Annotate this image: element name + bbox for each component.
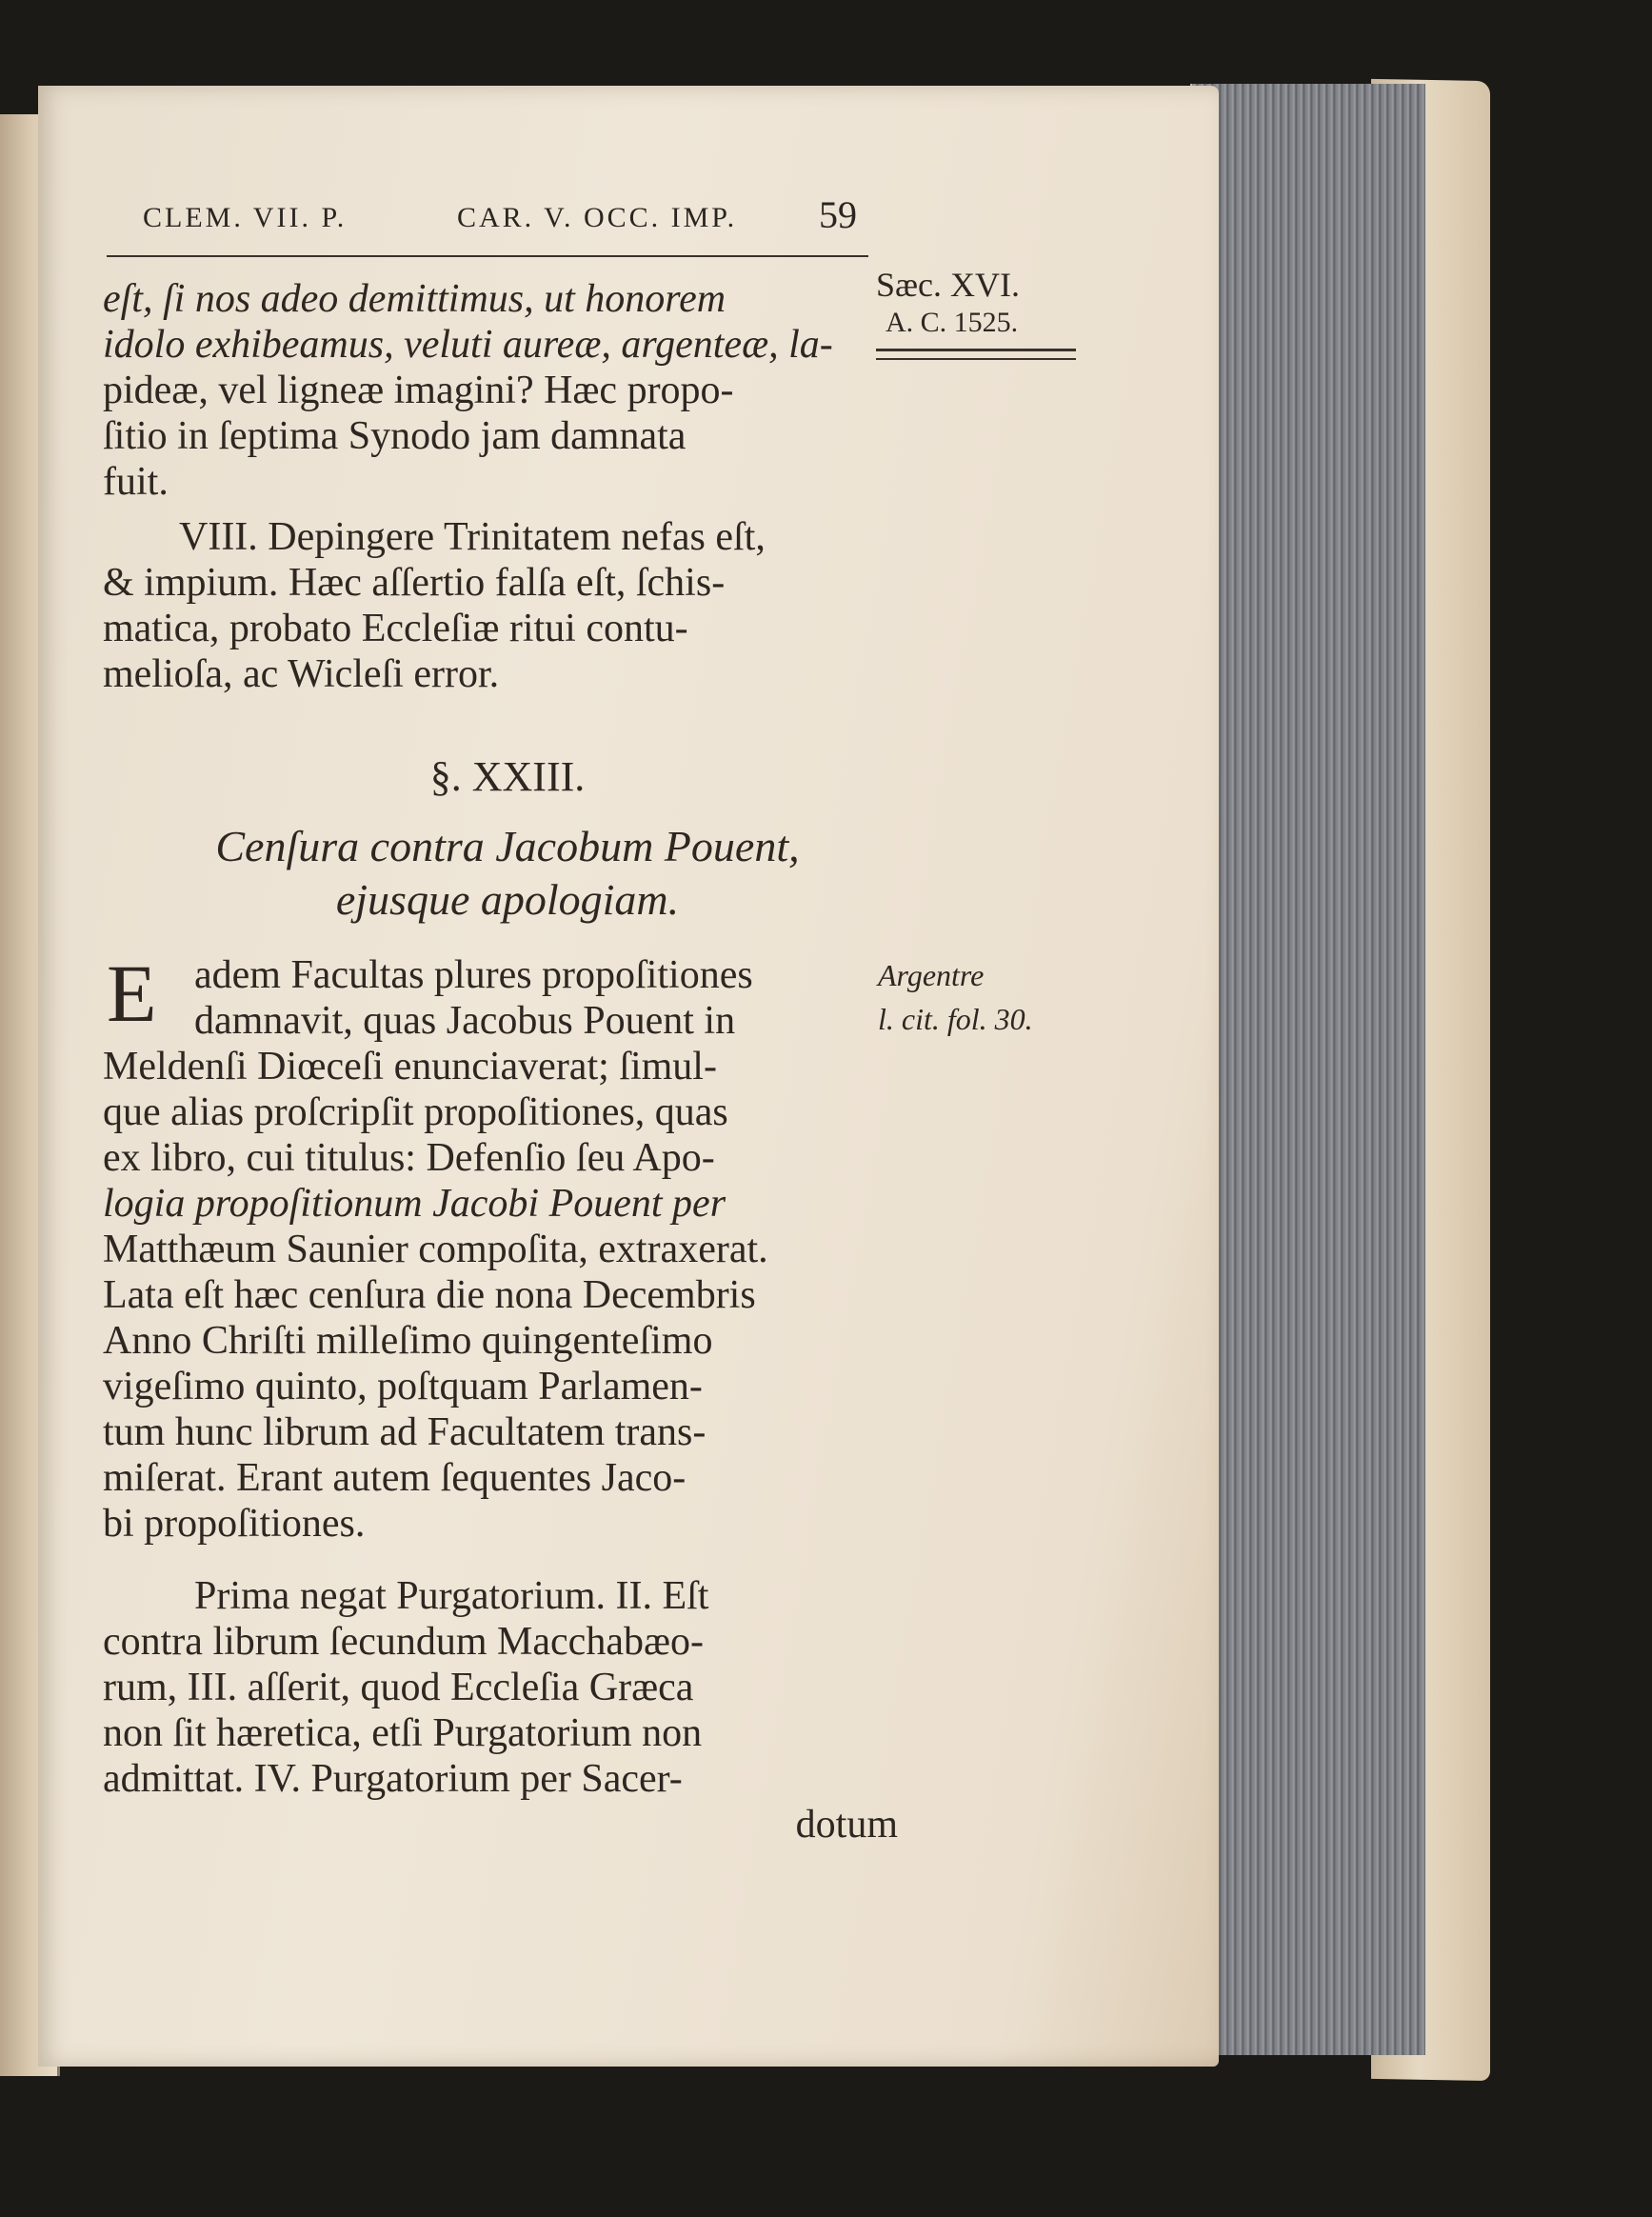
text-line: damnavit, quas Jacobus Pouent in [194, 999, 736, 1043]
text-line: Matthæum Saunier compoſita, extraxerat. [103, 1228, 768, 1271]
text-line: miſerat. Erant autem ſequentes Jaco- [103, 1456, 687, 1500]
page-number: 59 [819, 193, 857, 236]
text-line: fuit. [103, 460, 169, 504]
text-line: Prima negat Purgatorium. II. Eſt [194, 1574, 709, 1618]
text-line: VIII. Depingere Trinitatem nefas eſt, [179, 515, 766, 559]
page-block-edges [1190, 84, 1425, 2055]
paragraph-2 [103, 514, 912, 697]
drop-capital: E [107, 948, 157, 1039]
margin-year: A. C. 1525. [886, 307, 1019, 338]
text-line: eſt, ſi nos adeo demittimus, ut honorem [103, 277, 726, 321]
paragraph-4 [103, 1573, 912, 1802]
header-left: CLEM. VII. P. [143, 202, 348, 233]
section-number: §. XXIII. [429, 753, 586, 800]
text-line: vigeſimo quinto, poſtquam Parlamen- [103, 1365, 703, 1408]
header-rule [107, 255, 868, 257]
text-line: non ſit hæretica, etſi Purgatorium non [103, 1711, 703, 1755]
text-line: contra librum ſecundum Macchabæo- [103, 1620, 704, 1664]
margin-reference-folio: l. cit. fol. 30. [878, 1002, 1033, 1036]
paragraph-3 [103, 948, 912, 1547]
text-line: & impium. Hæc aſſertio falſa eſt, ſchis- [103, 561, 726, 605]
text-line: idolo exhibeamus, veluti aureæ, argenteæ, la- [103, 323, 833, 367]
paragraph-1 [103, 276, 912, 505]
section-title-line-2: ejusque apologiam. [335, 875, 680, 924]
text-line: Anno Chriſti milleſimo quingenteſimo [103, 1319, 713, 1363]
text-line: tum hunc librum ad Facultatem trans- [103, 1410, 707, 1454]
text-line: bi propoſitiones. [103, 1502, 366, 1546]
text-line: adem Facultas plures propoſitiones [194, 953, 753, 997]
section-title-line-1: Cenſura contra Jacobum Pouent, [215, 822, 800, 870]
text-line: matica, probato Eccleſiæ ritui contu- [103, 607, 688, 650]
text-line: que alias proſcripſit propoſitiones, quas [103, 1090, 728, 1134]
text-line: admittat. IV. Purgatorium per Sacer- [103, 1757, 683, 1801]
text-line: logia propoſitionum Jacobi Pouent per [103, 1182, 726, 1226]
text-line: melioſa, ac Wicleſi error. [103, 652, 500, 696]
catchword: dotum [795, 1803, 898, 1847]
text-line: ex libro, cui titulus: Defenſio ſeu Apo- [103, 1136, 715, 1180]
header-center: CAR. V. OCC. IMP. [457, 202, 738, 233]
text-line: ſitio in ſeptima Synodo jam damnata [103, 414, 687, 458]
text-line: pideæ, vel ligneæ imagini? Hæc propo- [103, 369, 734, 412]
text-line: rum, III. aſſerit, quod Eccleſia Græca [103, 1666, 694, 1709]
text-line: Lata eſt hæc cenſura die nona Decembris [103, 1273, 756, 1317]
margin-saec: Sæc. XVI. [876, 266, 1020, 304]
margin-reference-author: Argentre [878, 958, 985, 992]
text-line: Meldenſi Diœceſi enunciaverat; ſimul- [103, 1045, 717, 1089]
